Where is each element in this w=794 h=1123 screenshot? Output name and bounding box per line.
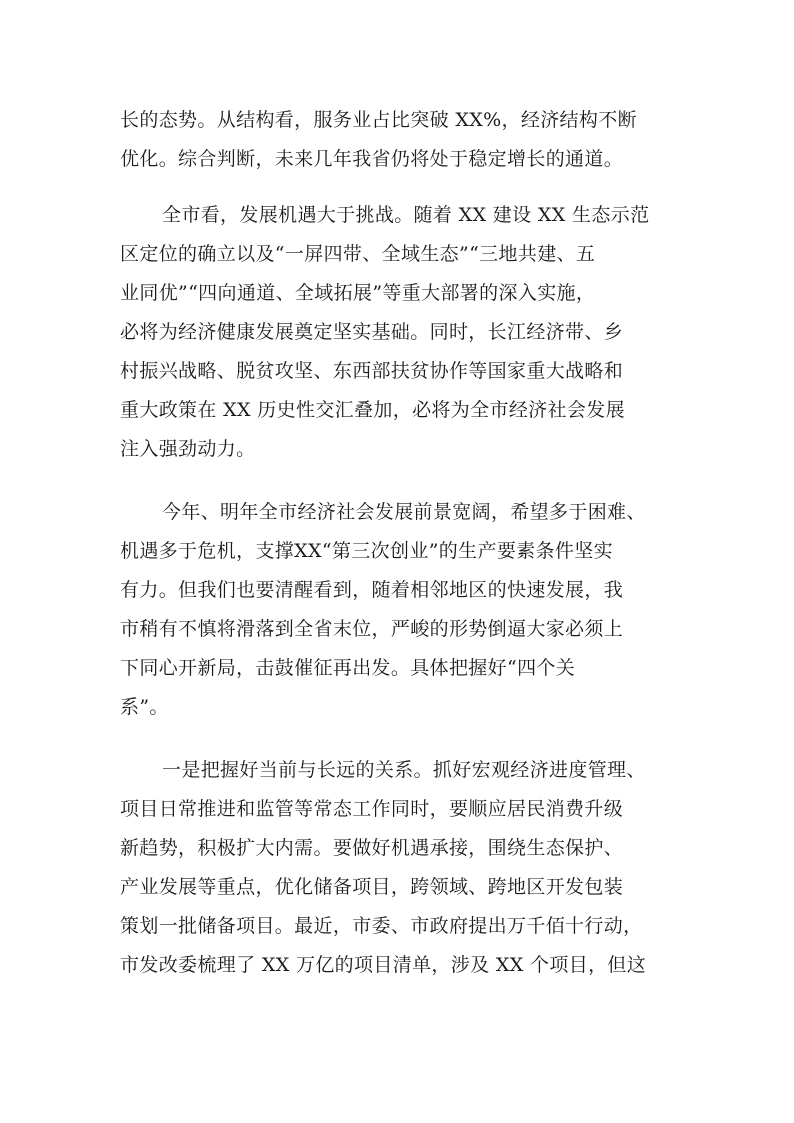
text-line: 一是把握好当前与长远的关系。抓好宏观经济进度管理、 <box>162 759 646 781</box>
text-line: 机遇多于危机，支撑XX“第三次创业”的生产要素条件坚实 <box>120 540 613 562</box>
text-line: 系”。 <box>120 696 169 718</box>
text-line: 产业发展等重点，优化储备项目，跨领域、跨地区开发包装 <box>120 876 624 898</box>
text-line: 村振兴战略、脱贫攻坚、东西部扶贫协作等国家重大战略和 <box>120 360 624 382</box>
text-line: 全市看，发展机遇大于挑战。随着 XX 建设 XX 生态示范 <box>162 204 650 226</box>
text-line: 今年、明年全市经济社会发展前景宽阔，希望多于困难、 <box>162 501 646 523</box>
text-line: 优化。综合判断，未来几年我省仍将处于稳定增长的通道。 <box>120 148 624 170</box>
text-line: 下同心开新局，击鼓催征再出发。具体把握好“四个关 <box>120 657 576 679</box>
text-line: 必将为经济健康发展奠定坚实基础。同时，长江经济带、乡 <box>120 321 624 343</box>
text-line: 重大政策在 XX 历史性交汇叠加，必将为全市经济社会发展 <box>120 399 625 421</box>
text-line: 区定位的确立以及“一屏四带、全域生态”“三地共建、五 <box>120 243 596 265</box>
text-line: 长的态势。从结构看，服务业占比突破 XX%，经济结构不断 <box>120 109 637 131</box>
text-line: 业同优”“四向通道、全域拓展”等重大部署的深入实施， <box>120 282 596 304</box>
text-line: 策划一批储备项目。最近，市委、市政府提出万千佰十行动， <box>120 915 643 937</box>
text-line: 项目日常推进和监管等常态工作同时，要顺应居民消费升级 <box>120 798 624 820</box>
text-line: 有力。但我们也要清醒看到，随着相邻地区的快速发展，我 <box>120 579 624 601</box>
text-line: 市稍有不慎将滑落到全省末位，严峻的形势倒逼大家必须上 <box>120 618 624 640</box>
text-line: 新趋势，积极扩大内需。要做好机遇承接，围绕生态保护、 <box>120 837 624 859</box>
text-line: 注入强劲动力。 <box>120 438 256 460</box>
text-line: 市发改委梳理了 XX 万亿的项目清单，涉及 XX 个项目，但这 <box>120 954 647 976</box>
